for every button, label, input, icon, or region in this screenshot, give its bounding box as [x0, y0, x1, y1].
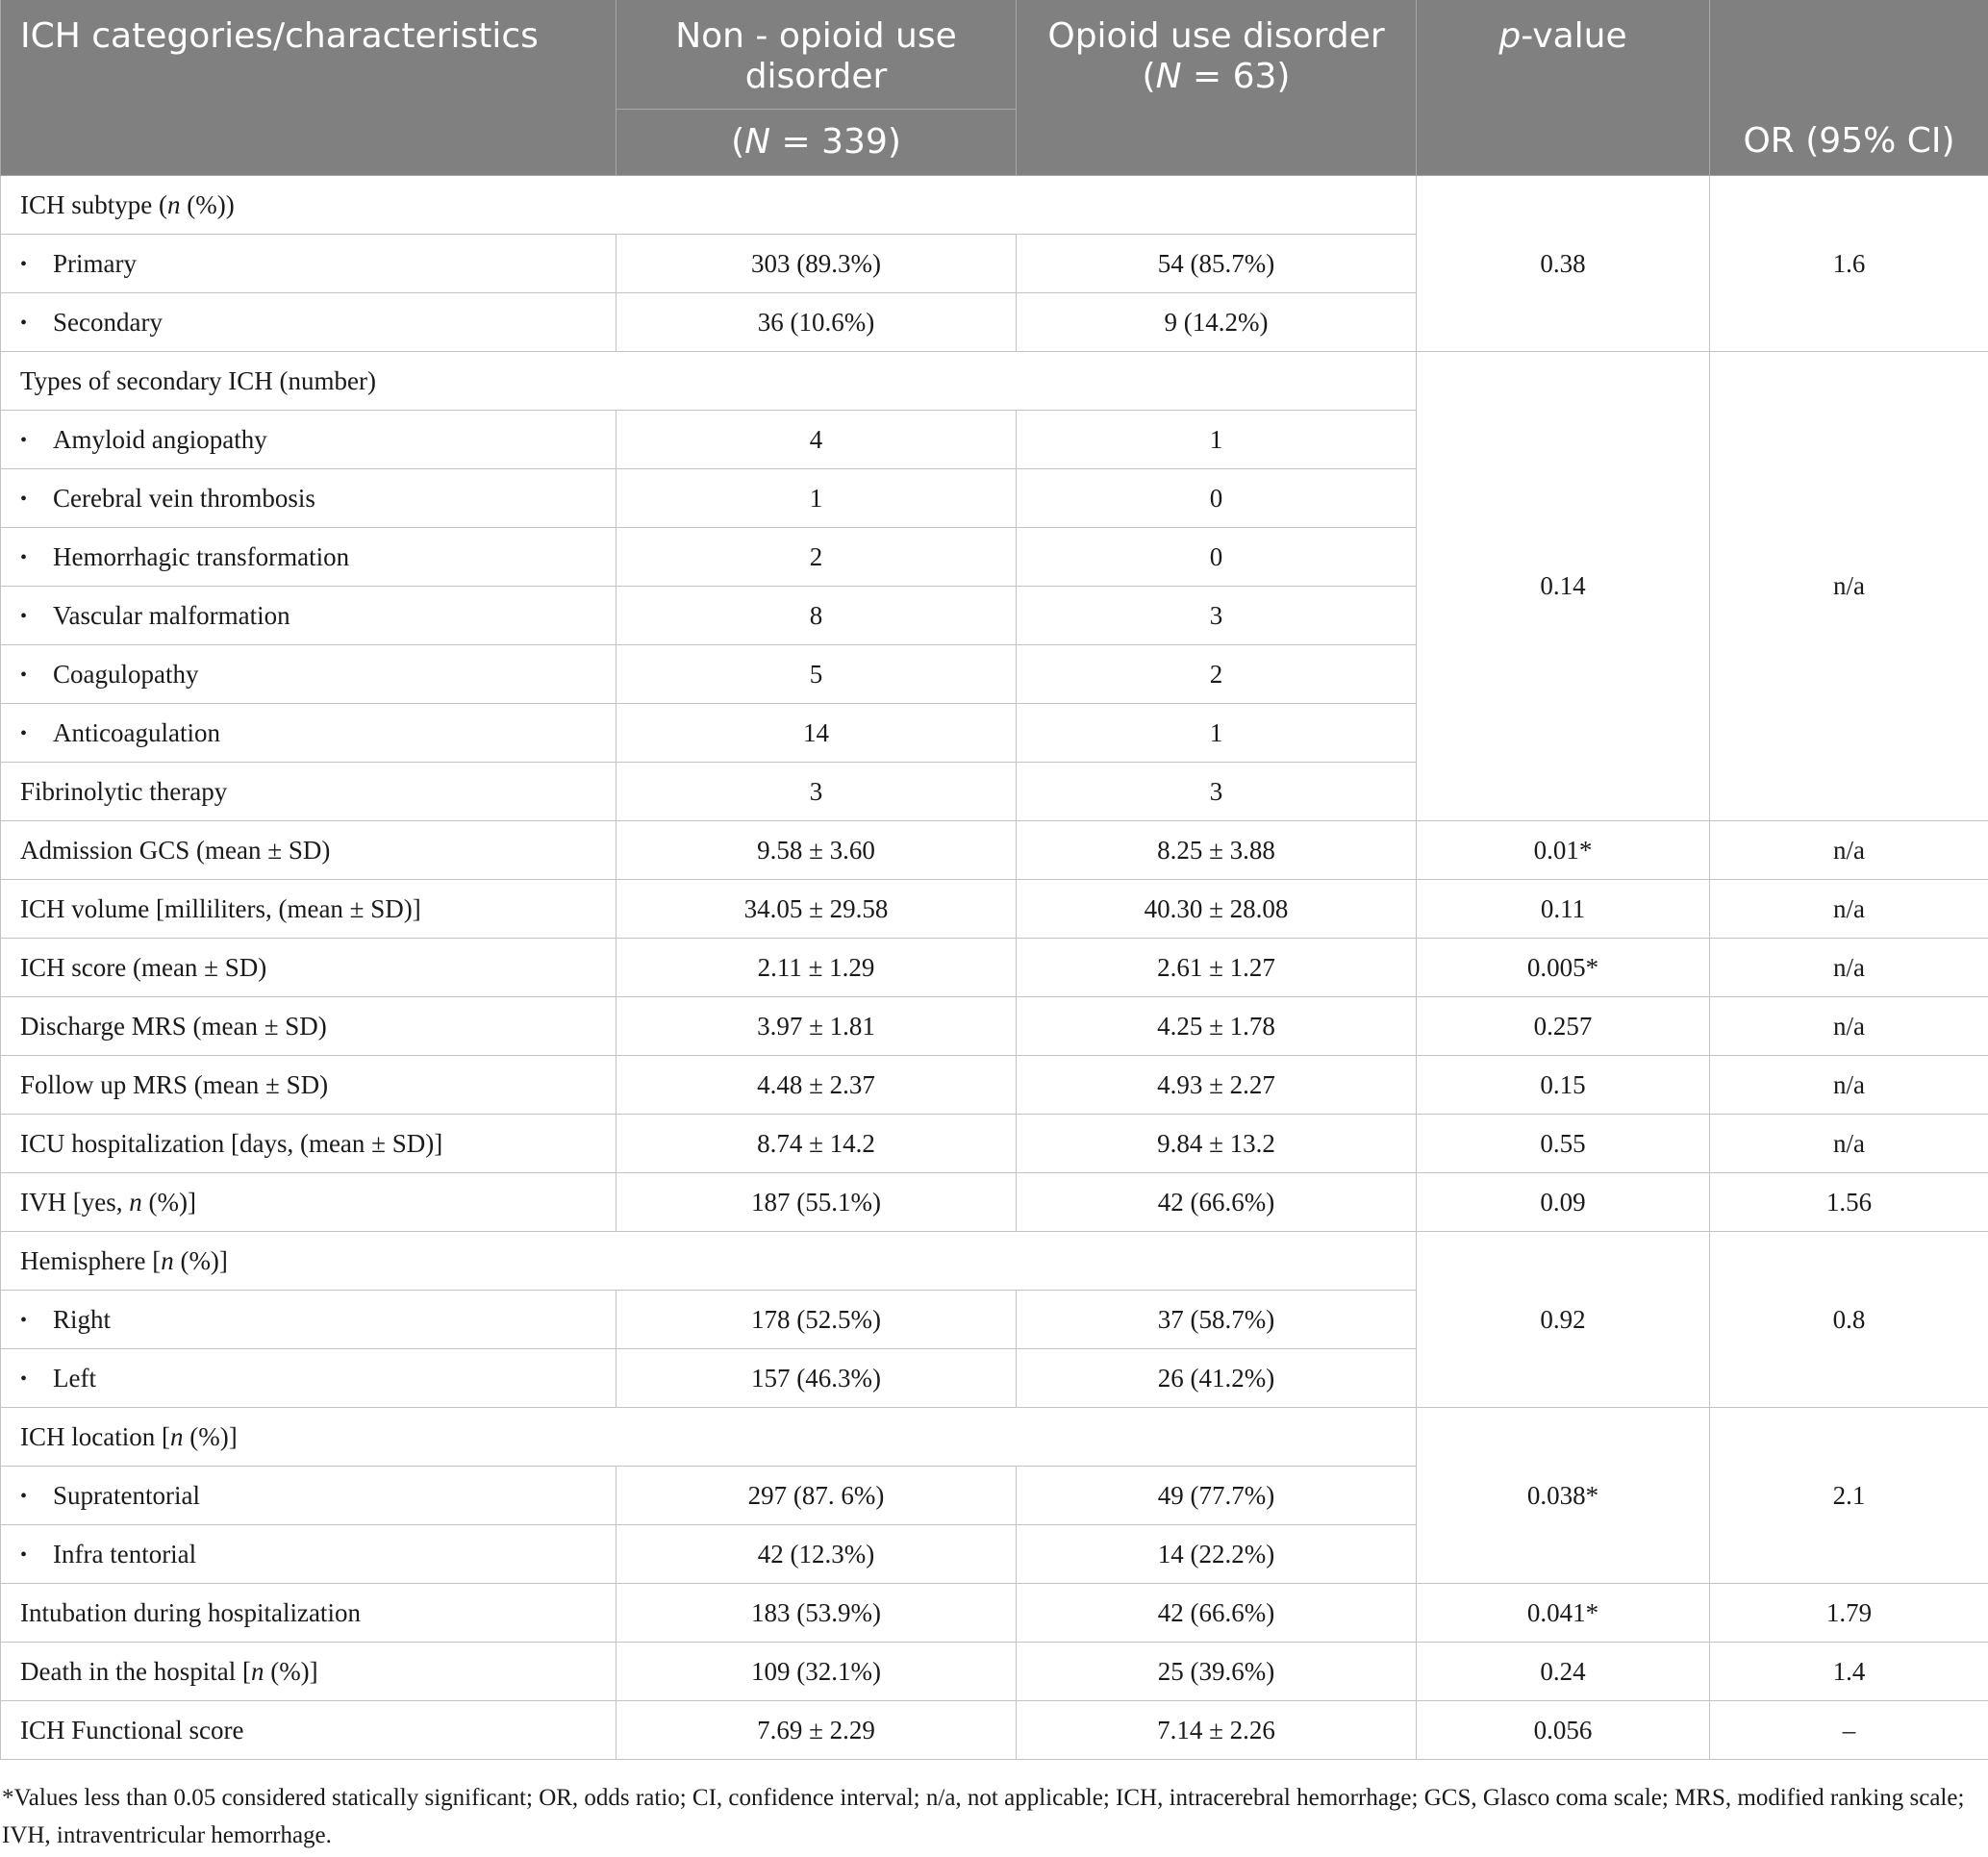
table-row — [1, 939, 1988, 997]
cell-odds-ratio: – — [1710, 1701, 1988, 1760]
cell-odds-ratio: 0.8 — [1710, 1232, 1988, 1408]
cell-opioid: 9 (14.2%) — [1017, 293, 1417, 352]
cell-p-value: 0.056 — [1417, 1701, 1710, 1760]
cell-non-opioid: 183 (53.9%) — [617, 1584, 1017, 1643]
row-label: Types of secondary ICH (number) — [1, 352, 1417, 411]
table-row — [1, 821, 1988, 880]
cell-p-value: 0.55 — [1417, 1115, 1710, 1173]
table-row — [1, 352, 1988, 411]
cell-p-value: 0.92 — [1417, 1232, 1710, 1408]
header-characteristics: ICH categories/characteristics — [1, 0, 617, 176]
cell-opioid: 2 — [1017, 645, 1417, 704]
cell-non-opioid: 297 (87. 6%) — [617, 1467, 1017, 1525]
cell-non-opioid: 2.11 ± 1.29 — [617, 939, 1017, 997]
cell-p-value: 0.15 — [1417, 1056, 1710, 1115]
cell-opioid: 7.14 ± 2.26 — [1017, 1701, 1417, 1760]
cell-non-opioid: 157 (46.3%) — [617, 1349, 1017, 1408]
cell-non-opioid: 178 (52.5%) — [617, 1291, 1017, 1349]
row-label: • Cerebral vein thrombosis — [1, 469, 617, 528]
bullet: • — [20, 1485, 28, 1507]
bullet: • — [20, 664, 28, 686]
table-row — [1, 1584, 1988, 1643]
cell-non-opioid: 303 (89.3%) — [617, 235, 1017, 293]
cell-odds-ratio: n/a — [1710, 997, 1988, 1056]
row-label: ICU hospitalization [days, (mean ± SD)] — [1, 1115, 617, 1173]
header-opioid-n: (N = 63) — [1142, 57, 1291, 96]
cell-odds-ratio: 2.1 — [1710, 1408, 1988, 1584]
table-row — [1, 1701, 1988, 1760]
cell-opioid: 42 (66.6%) — [1017, 1173, 1417, 1232]
cell-p-value: 0.041* — [1417, 1584, 1710, 1643]
cell-opioid: 40.30 ± 28.08 — [1017, 880, 1417, 939]
header-non-opioid-line1: Non - opioid use — [675, 16, 957, 56]
table-footnote: *Values less than 0.05 considered statically significant; OR, odds ratio; CI, confidence interval; n/a, not applicable; ICH, intracerebral hemorrhage; GCS, Glasco coma scale; MRS, modified ranking scale; IVH, intraventricular hemorrhage. — [2, 1785, 1965, 1848]
cell-opioid: 1 — [1017, 411, 1417, 469]
cell-non-opioid: 187 (55.1%) — [617, 1173, 1017, 1232]
table-row — [1, 997, 1988, 1056]
cell-opioid: 37 (58.7%) — [1017, 1291, 1417, 1349]
row-label: • Vascular malformation — [1, 587, 617, 645]
row-label: Admission GCS (mean ± SD) — [1, 821, 617, 880]
cell-p-value: 0.09 — [1417, 1173, 1710, 1232]
table-row — [1, 1232, 1988, 1291]
bullet: • — [20, 429, 28, 451]
cell-non-opioid: 4.48 ± 2.37 — [617, 1056, 1017, 1115]
cell-non-opioid: 4 — [617, 411, 1017, 469]
row-label: ICH location [n (%)] — [1, 1408, 1417, 1467]
bullet: • — [20, 1368, 28, 1390]
cell-non-opioid: 14 — [617, 704, 1017, 763]
row-label: ICH subtype (n (%)) — [1, 176, 1417, 235]
cell-opioid: 42 (66.6%) — [1017, 1584, 1417, 1643]
row-label: Intubation during hospitalization — [1, 1584, 617, 1643]
cell-non-opioid: 3.97 ± 1.81 — [617, 997, 1017, 1056]
cell-p-value: 0.11 — [1417, 880, 1710, 939]
cell-p-value: 0.005* — [1417, 939, 1710, 997]
table-row — [1, 176, 1988, 235]
row-label: • Left — [1, 1349, 617, 1408]
cell-non-opioid: 2 — [617, 528, 1017, 587]
cell-opioid: 0 — [1017, 469, 1417, 528]
cell-odds-ratio: n/a — [1710, 880, 1988, 939]
header-opioid — [1017, 0, 1417, 176]
header-non-opioid-line2: disorder — [744, 57, 888, 96]
cell-opioid: 25 (39.6%) — [1017, 1643, 1417, 1701]
row-label: • Secondary — [1, 293, 617, 352]
cell-p-value: 0.257 — [1417, 997, 1710, 1056]
row-label: • Coagulopathy — [1, 645, 617, 704]
bullet: • — [20, 722, 28, 744]
cell-odds-ratio: n/a — [1710, 352, 1988, 821]
cell-odds-ratio: n/a — [1710, 821, 1988, 880]
cell-opioid: 9.84 ± 13.2 — [1017, 1115, 1417, 1173]
header-odds-ratio: OR (95% CI) — [1710, 0, 1988, 176]
table-row — [1, 880, 1988, 939]
cell-p-value: 0.38 — [1417, 176, 1710, 352]
cell-odds-ratio: n/a — [1710, 1115, 1988, 1173]
header-non-opioid — [617, 0, 1017, 110]
cell-p-value: 0.24 — [1417, 1643, 1710, 1701]
cell-opioid: 3 — [1017, 763, 1417, 821]
row-label: ICH score (mean ± SD) — [1, 939, 617, 997]
cell-odds-ratio: 1.6 — [1710, 176, 1988, 352]
row-label: • Supratentorial — [1, 1467, 617, 1525]
cell-non-opioid: 7.69 ± 2.29 — [617, 1701, 1017, 1760]
row-label: IVH [yes, n (%)] — [1, 1173, 617, 1232]
header-non-opioid-n: (N = 339) — [617, 110, 1017, 176]
cell-odds-ratio: 1.79 — [1710, 1584, 1988, 1643]
cell-p-value: 0.01* — [1417, 821, 1710, 880]
table-row — [1, 1643, 1988, 1701]
cell-opioid: 49 (77.7%) — [1017, 1467, 1417, 1525]
cell-p-value: 0.14 — [1417, 352, 1710, 821]
cell-non-opioid: 42 (12.3%) — [617, 1525, 1017, 1584]
row-label: • Right — [1, 1291, 617, 1349]
cell-non-opioid: 8.74 ± 14.2 — [617, 1115, 1017, 1173]
row-label: ICH Functional score — [1, 1701, 617, 1760]
row-label: • Anticoagulation — [1, 704, 617, 763]
table-row — [1, 1115, 1988, 1173]
bullet: • — [20, 488, 28, 510]
cell-odds-ratio: 1.4 — [1710, 1643, 1988, 1701]
bullet: • — [20, 605, 28, 627]
cell-opioid: 8.25 ± 3.88 — [1017, 821, 1417, 880]
cell-opioid: 14 (22.2%) — [1017, 1525, 1417, 1584]
row-label: • Primary — [1, 235, 617, 293]
cell-opioid: 26 (41.2%) — [1017, 1349, 1417, 1408]
cell-non-opioid: 109 (32.1%) — [617, 1643, 1017, 1701]
cell-non-opioid: 1 — [617, 469, 1017, 528]
cell-odds-ratio: n/a — [1710, 939, 1988, 997]
row-label: • Amyloid angiopathy — [1, 411, 617, 469]
cell-non-opioid: 34.05 ± 29.58 — [617, 880, 1017, 939]
bullet: • — [20, 253, 28, 275]
row-label: • Infra tentorial — [1, 1525, 617, 1584]
cell-opioid: 1 — [1017, 704, 1417, 763]
header-p-value: p-value — [1417, 0, 1710, 176]
bullet: • — [20, 1543, 28, 1566]
cell-p-value: 0.038* — [1417, 1408, 1710, 1584]
cell-opioid: 54 (85.7%) — [1017, 235, 1417, 293]
cell-odds-ratio: 1.56 — [1710, 1173, 1988, 1232]
cell-non-opioid: 36 (10.6%) — [617, 293, 1017, 352]
bullet: • — [20, 1309, 28, 1331]
row-label: Follow up MRS (mean ± SD) — [1, 1056, 617, 1115]
row-label: Death in the hospital [n (%)] — [1, 1643, 617, 1701]
row-label: Discharge MRS (mean ± SD) — [1, 997, 617, 1056]
row-label: Fibrinolytic therapy — [1, 763, 617, 821]
cell-opioid: 0 — [1017, 528, 1417, 587]
table-row — [1, 1056, 1988, 1115]
cell-non-opioid: 9.58 ± 3.60 — [617, 821, 1017, 880]
table-row — [1, 1408, 1988, 1467]
row-label: ICH volume [milliliters, (mean ± SD)] — [1, 880, 617, 939]
cell-opioid: 4.25 ± 1.78 — [1017, 997, 1417, 1056]
bullet: • — [20, 546, 28, 568]
cell-opioid: 4.93 ± 2.27 — [1017, 1056, 1417, 1115]
cell-opioid: 3 — [1017, 587, 1417, 645]
bullet: • — [20, 312, 28, 334]
cell-odds-ratio: n/a — [1710, 1056, 1988, 1115]
cell-non-opioid: 3 — [617, 763, 1017, 821]
header-opioid-line1: Opioid use disorder — [1047, 16, 1385, 56]
cell-non-opioid: 8 — [617, 587, 1017, 645]
row-label: • Hemorrhagic transformation — [1, 528, 617, 587]
table-row — [1, 1173, 1988, 1232]
cell-non-opioid: 5 — [617, 645, 1017, 704]
cell-opioid: 2.61 ± 1.27 — [1017, 939, 1417, 997]
row-label: Hemisphere [n (%)] — [1, 1232, 1417, 1291]
